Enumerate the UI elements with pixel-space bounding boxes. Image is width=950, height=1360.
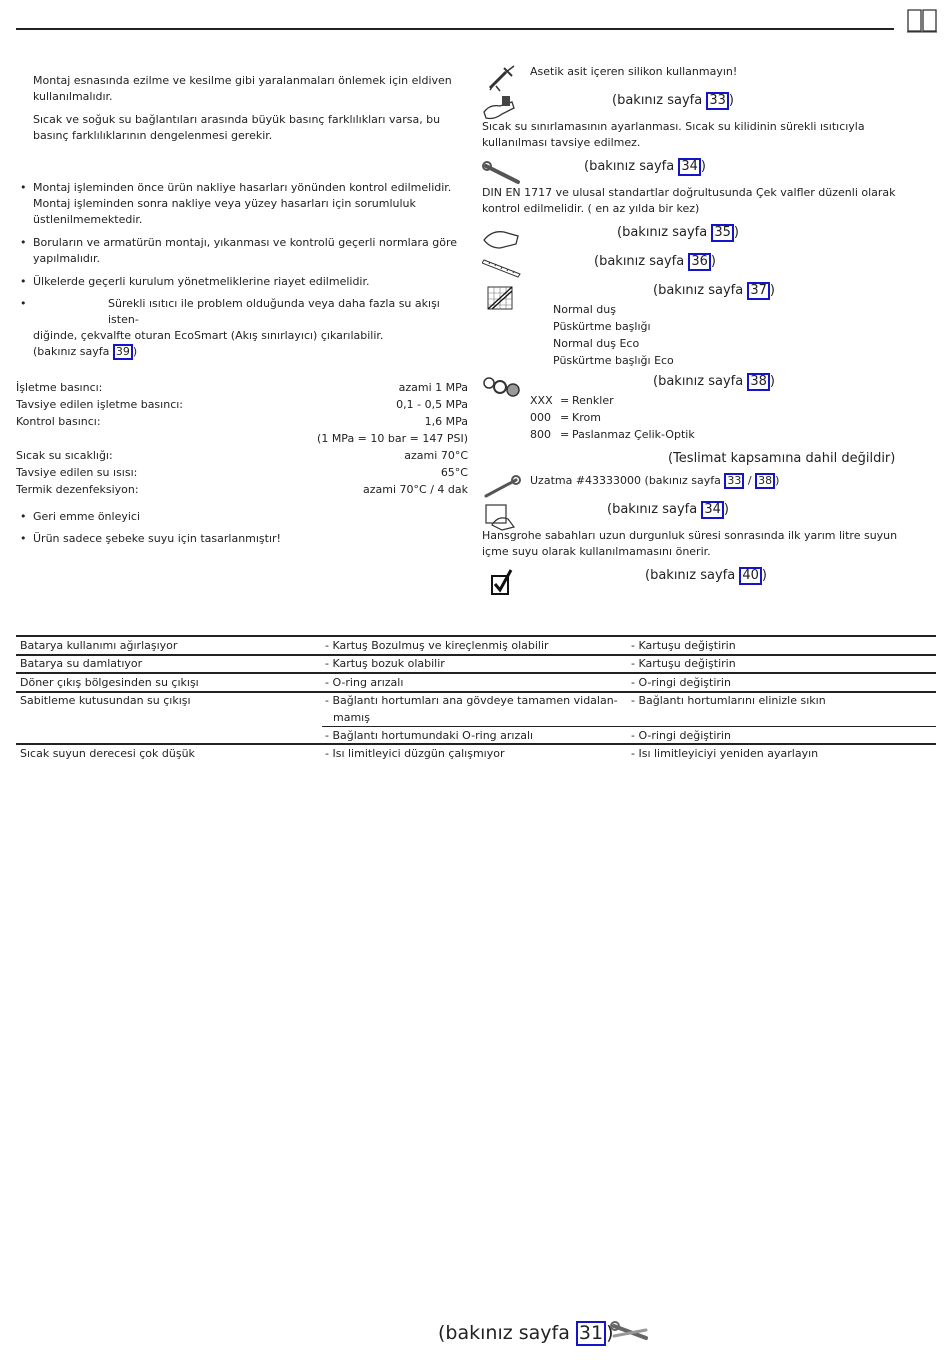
page-ref-link[interactable]: 37: [747, 282, 770, 300]
page-ref: (bakınız sayfa 38 ): [653, 373, 775, 391]
bullet-item-ecosmart: • Sürekli ısıtıcı ile problem olduğunda veya daha fazla su akışı isten- diğinde, çekvalfte oturan EcoSmart (Akış sınırlayıcı) çıkarılabilir. (bakınız sayfa 39 ): [33, 296, 473, 360]
spec-row: Tavsiye edilen su ısısı: 65°C: [16, 466, 468, 479]
page-ref-link[interactable]: 39: [113, 344, 133, 360]
remedy-cell: - Bağlantı hortumlarını elinizle sıkın: [631, 694, 826, 707]
remedy-cell: - Kartuşu değiştirin: [631, 639, 736, 652]
remedy-cell: - O-ringi değiştirin: [631, 676, 731, 689]
color-code-row: 000 = Krom: [530, 411, 601, 424]
page-ref-link[interactable]: 38: [747, 373, 770, 391]
ruler-icon: [482, 256, 522, 278]
color-code-row: XXX = Renkler: [530, 394, 614, 407]
flow-type-list: [553, 302, 674, 370]
flow-diagram-icon: [486, 285, 514, 311]
list-item: Püskürtme başlığı: [553, 320, 651, 333]
footer-page-ref: (bakınız sayfa 31 ): [438, 1322, 614, 1344]
page-ref: (bakınız sayfa 33 ): [612, 92, 734, 110]
header-rule: [16, 28, 894, 30]
hot-water-limit-text: Sıcak su sınırlamasının ayarlanması. Sıcak su kilidinin sürekli ısıtıcıyla kullanılması tavsiye edilmez.: [482, 120, 865, 149]
list-item: Normal duş: [553, 303, 616, 316]
wrench-icon: [482, 160, 522, 186]
page-ref: (bakınız sayfa 36 ): [594, 253, 716, 271]
page-ref-link[interactable]: 40: [739, 567, 762, 585]
hand-tap-icon: [484, 503, 516, 531]
open-book-icon: [906, 7, 938, 33]
page-ref-link[interactable]: 36: [688, 253, 711, 271]
remedy-cell: - Kartuşu değiştirin: [631, 657, 736, 670]
problem-cell: Batarya kullanımı ağırlaşıyor: [20, 639, 178, 652]
problem-cell: Batarya su damlatıyor: [20, 657, 143, 670]
spec-row: Termik dezenfeksiyon: azami 70°C / 4 dak: [16, 483, 468, 496]
color-code-list: [530, 393, 695, 444]
cause-cell: - Bağlantı hortumundaki O-ring arızalı: [325, 729, 534, 742]
bullet-item: • Montaj işleminden önce ürün nakliye hasarları yönünden kontrol edilmelidir. Montaj işleminden sonra nakliye veya yüzey hasarları için sorumluluk üstlenilmemektedir.: [20, 181, 452, 226]
problem-cell: Döner çıkış bölgesinden su çıkışı: [20, 676, 199, 689]
page-ref-link[interactable]: 33: [706, 92, 729, 110]
cause-cell: - Kartuş Bozulmuş ve kireçlenmiş olabilir: [325, 639, 549, 652]
checkbox-checked-icon: [490, 568, 514, 596]
bullet-item: • Boruların ve armatürün montajı, yıkanması ve kontrolü geçerli normlara göre yapılmalıdır.: [20, 236, 457, 265]
hand-handle-icon: [482, 94, 516, 122]
remedy-cell: - O-ringi değiştirin: [631, 729, 731, 742]
page-ref: (bakınız sayfa 37 ): [653, 282, 775, 300]
table-rule: [16, 635, 936, 637]
page-ref-link[interactable]: 38: [755, 473, 775, 489]
safety-gloves-text: Montaj esnasında ezilme ve kesilme gibi yaralanmaları önlemek için eldiven kullanılmalıdır.: [33, 74, 452, 103]
silicone-warning: Asetik asit içeren silikon kullanmayın!: [530, 65, 738, 78]
spec-row: Tavsiye edilen işletme basıncı: 0,1 - 0,5 MPa: [16, 398, 468, 411]
spec-row: İşletme basıncı: azami 1 MPa: [16, 381, 468, 394]
spare-parts-icon: [482, 376, 522, 400]
extension-text: Uzatma #43333000 (bakınız sayfa 33 / 38 ): [530, 473, 779, 489]
problem-cell: Sabitleme kutusundan su çıkışı: [20, 694, 191, 707]
safety-pressure-text: Sıcak ve soğuk su bağlantıları arasında büyük basınç farklılıkları varsa, bu basınç farklılıklarının dengelenmesi gerekir.: [33, 113, 441, 142]
spec-list: [16, 380, 468, 499]
spec-row: Sıcak su sıcaklığı: azami 70°C: [16, 449, 468, 462]
color-code-row: 800 = Paslanmaz Çelik-Optik: [530, 428, 695, 441]
page-ref: (bakınız sayfa 40 ): [645, 567, 767, 585]
page-ref-link[interactable]: 33: [724, 473, 744, 489]
feature-item: • Geri emme önleyici: [20, 510, 141, 523]
bullet-item: • Ülkelerde geçerli kurulum yönetmeliklerine riayet edilmelidir.: [20, 275, 370, 288]
list-item: Püskürtme başlığı Eco: [553, 354, 674, 367]
remedy-cell: - Isı limitleyiciyi yeniden ayarlayın: [631, 747, 819, 760]
table-rule: [16, 672, 936, 674]
tools-icon: [610, 1320, 650, 1346]
spec-row: (1 MPa = 10 bar = 147 PSI): [317, 432, 468, 445]
feature-item: • Ürün sadece şebeke suyu için tasarlanmıştır!: [20, 532, 281, 545]
hand-cleaning-icon: [482, 226, 520, 250]
not-included-note: (Teslimat kapsamına dahil değildir): [668, 451, 896, 466]
cause-cell: - Isı limitleyici düzgün çalışmıyor: [325, 747, 505, 760]
din-standard-text: DIN EN 1717 ve ulusal standartlar doğrultusunda Çek valfler düzenli olarak kontrol edilmelidir. ( en az yılda bir kez): [482, 186, 896, 215]
page-ref-link[interactable]: 34: [701, 501, 724, 519]
hansgrohe-recommendation: Hansgrohe sabahları uzun durgunluk süresi sonrasında ilk yarım litre suyun içme suyu olarak kullanılmamasını önerir.: [482, 529, 898, 558]
silicone-gun-icon: [486, 64, 516, 92]
page-ref-link[interactable]: 31: [576, 1321, 606, 1346]
problem-cell: Sıcak suyun derecesi çok düşük: [20, 747, 195, 760]
page-ref-link[interactable]: 34: [678, 158, 701, 176]
cause-cell: - Kartuş bozuk olabilir: [325, 657, 445, 670]
extension-wrench-icon: [482, 474, 522, 500]
page-ref: (bakınız sayfa 34 ): [584, 158, 706, 176]
cause-cell-continued: mamış: [333, 711, 370, 724]
spec-row: Kontrol basıncı: 1,6 MPa: [16, 415, 468, 428]
cause-cell: - Bağlantı hortumları ana gövdeye tamamen vidalan-: [325, 694, 618, 707]
page-ref: (bakınız sayfa 34 ): [607, 501, 729, 519]
cause-cell: - O-ring arızalı: [325, 676, 404, 689]
table-rule: [322, 726, 936, 727]
page-ref: (bakınız sayfa 35 ): [617, 224, 739, 242]
page-ref-link[interactable]: 35: [711, 224, 734, 242]
table-rule: [16, 743, 936, 745]
list-item: Normal duş Eco: [553, 337, 640, 350]
table-rule: [16, 654, 936, 656]
